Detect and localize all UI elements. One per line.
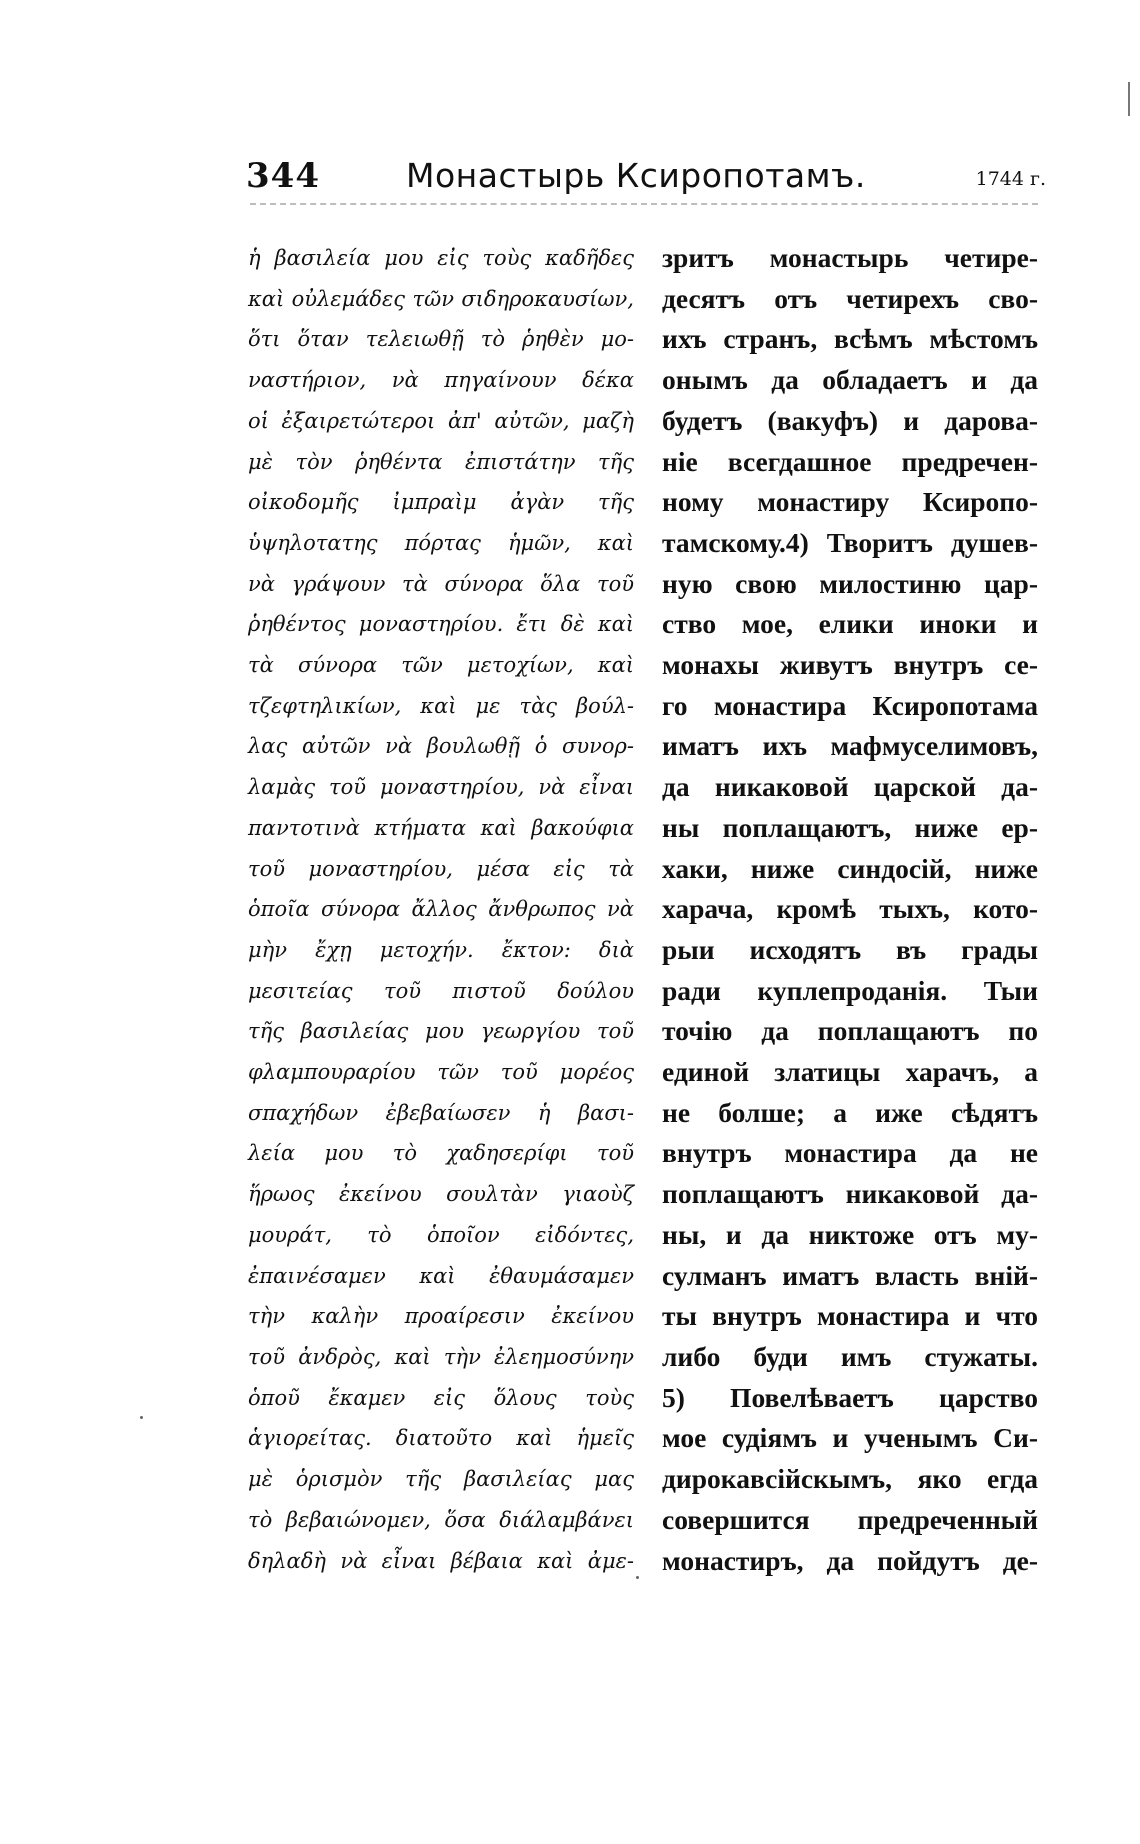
greek-line: ναστήριον, νὰ πηγαίνουν δέκα — [248, 368, 634, 393]
greek-line: τὸ βεβαιώνομεν, ὅσα διάλαμβάνει — [248, 1507, 634, 1532]
slavonic-line: да никаковой царской да- — [662, 771, 1038, 803]
slavonic-line: ради куплепроданія. Тыи — [662, 974, 1038, 1006]
slavonic-line: либо буди имъ стужаты. — [662, 1340, 1038, 1372]
greek-line: μὴν ἔχῃ μετοχήν. ἔκτον: διὰ — [248, 937, 634, 962]
slavonic-line: тамскому.4) Творитъ душев- — [662, 526, 1038, 558]
scan-speck — [140, 1416, 143, 1419]
greek-line: τῆς βασιλείας μου γεωργίου τοῦ — [248, 1019, 634, 1044]
greek-line: ἁγιορείτας. διατοῦτο καὶ ἡμεῖς — [248, 1426, 634, 1451]
greek-column — [248, 238, 634, 1581]
slavonic-line: ному монастиру Ксиропо- — [662, 486, 1038, 518]
page-number: 344 — [246, 156, 320, 196]
slavonic-line: внутръ монастира да не — [662, 1137, 1038, 1169]
slavonic-line: ихъ странъ, всѣмъ мѣстомъ — [662, 323, 1038, 355]
greek-line: νὰ γράψουν τὰ σύνορα ὅλα τοῦ — [248, 571, 634, 596]
slavonic-line: будетъ (вакуфъ) и дарова- — [662, 404, 1038, 436]
greek-line: λαμὰς τοῦ μοναστηρίου, νὰ εἶναι — [248, 775, 634, 800]
slavonic-line: сулманъ иматъ власть внiй- — [662, 1259, 1038, 1291]
slavonic-line: дирокавсійскымъ, яко егда — [662, 1463, 1038, 1495]
running-title: Монастырь Ксиропотамъ. — [406, 156, 866, 195]
slavonic-line: 5) Повелѣваетъ царство — [662, 1381, 1038, 1413]
greek-line: μὲ ὁρισμὸν τῆς βασιλείας μας — [248, 1467, 634, 1492]
slavonic-line: ны поплащаютъ, ниже ер- — [662, 811, 1038, 843]
slavonic-line: точію да поплащаютъ по — [662, 1015, 1038, 1047]
greek-line: οἱ ἐξαιρετώτεροι ἀπ' αὐτῶν, μαζὴ — [248, 408, 634, 433]
slavonic-line: ство мое, елики иноки и — [662, 608, 1038, 640]
slavonic-line: зритъ монастырь четире- — [662, 242, 1038, 273]
slavonic-column — [662, 238, 1038, 1581]
slavonic-line: не болше; а иже сѣдятъ — [662, 1096, 1038, 1128]
slavonic-line: мое судіямъ и ученымъ Си- — [662, 1422, 1038, 1454]
slavonic-line: иматъ ихъ мафмуселимовъ, — [662, 730, 1038, 762]
greek-line: ὑψηλοτατης πόρτας ἡμῶν, καὶ — [248, 530, 634, 555]
greek-line: ῥηθέντος μοναστηρίου. ἔτι δὲ καὶ — [248, 612, 634, 637]
header-rule — [250, 203, 1038, 205]
greek-line: ἡ βασιλεία μου εἰς τοὺς καδῆδες — [248, 246, 634, 270]
greek-line: τὴν καλὴν προαίρεσιν ἐκείνου — [248, 1304, 634, 1329]
slavonic-line: монахы живутъ внутръ се- — [662, 649, 1038, 681]
greek-line: ὁποῦ ἔκαμεν εἰς ὅλους τοὺς — [248, 1385, 634, 1410]
slavonic-line: рыи исходятъ въ грады — [662, 933, 1038, 965]
greek-line: τοῦ ἀνδρὸς, καὶ τὴν ἐλεημοσύνην — [248, 1344, 634, 1369]
greek-line: τὰ σύνορα τῶν μετοχίων, καὶ — [248, 653, 634, 678]
greek-line: μουράτ, τὸ ὁποῖον εἰδόντες, — [248, 1222, 634, 1247]
greek-line: μὲ τὸν ῥηθέντα ἐπιστάτην τῆς — [248, 449, 634, 474]
greek-line: ἐπαινέσαμεν καὶ ἐθαυμάσαμεν — [248, 1263, 634, 1288]
year: 1744 г. — [975, 168, 1046, 190]
slavonic-line: ты внутръ монастира и что — [662, 1300, 1038, 1332]
slavonic-line: ніе всегдашное предречен- — [662, 445, 1038, 477]
slavonic-line: онымъ да обладаетъ и да — [662, 364, 1038, 396]
slavonic-line: монастиръ, да пойдутъ де- — [662, 1544, 1038, 1576]
slavonic-line: го монастира Ксиропотама — [662, 689, 1038, 721]
greek-line: δηλαδὴ νὰ εἶναι βέβαια καὶ ἀμε- — [248, 1548, 634, 1573]
greek-line: μεσιτείας τοῦ πιστοῦ δούλου — [248, 978, 634, 1003]
slavonic-line: совершится предреченный — [662, 1503, 1038, 1535]
greek-line: παντοτινὰ κτήματα καὶ βακούφια — [248, 815, 634, 840]
greek-line: τοῦ μοναστηρίου, μέσα εἰς τὰ — [248, 856, 634, 881]
scan-speck — [636, 1576, 639, 1579]
slavonic-line: хаки, ниже синдосій, ниже — [662, 852, 1038, 884]
greek-line: τζεφτηλικίων, καὶ με τὰς βούλ- — [248, 693, 634, 718]
slavonic-line: десятъ отъ четирехъ сво- — [662, 282, 1038, 314]
margin-mark — [1128, 82, 1130, 116]
greek-line: ἥρωος ἐκείνου σουλτὰν γιαοὺζ — [248, 1182, 634, 1207]
greek-line: οἰκοδομῆς ἰμπραὶμ ἀγὰν τῆς — [248, 490, 634, 515]
greek-line: ὅτι ὅταν τελειωθῇ τὸ ῥηθὲν μο- — [248, 327, 634, 352]
page-header — [246, 156, 1046, 206]
slavonic-line: поплащаютъ никаковой да- — [662, 1178, 1038, 1210]
slavonic-line: ны, и да никтоже отъ му- — [662, 1218, 1038, 1250]
slavonic-line: ную свою милостиню цар- — [662, 567, 1038, 599]
greek-line: λας αὐτῶν νὰ βουλωθῇ ὁ συνορ- — [248, 734, 634, 759]
greek-line: φλαμπουραρίου τῶν τοῦ μορέος — [248, 1060, 634, 1085]
greek-line: λεία μου τὸ χαδησερίφι τοῦ — [248, 1141, 634, 1166]
slavonic-line: единой златицы харачъ, а — [662, 1056, 1038, 1088]
slavonic-line: харача, кромѣ тыхъ, кото- — [662, 893, 1038, 925]
greek-line: σπαχήδων ἐβεβαίωσεν ἡ βασι- — [248, 1100, 634, 1125]
greek-line: ὁποῖα σύνορα ἄλλος ἄνθρωπος νὰ — [248, 897, 634, 922]
greek-line: καὶ οὐλεμάδες τῶν σιδηροκαυσίων, — [248, 286, 634, 311]
